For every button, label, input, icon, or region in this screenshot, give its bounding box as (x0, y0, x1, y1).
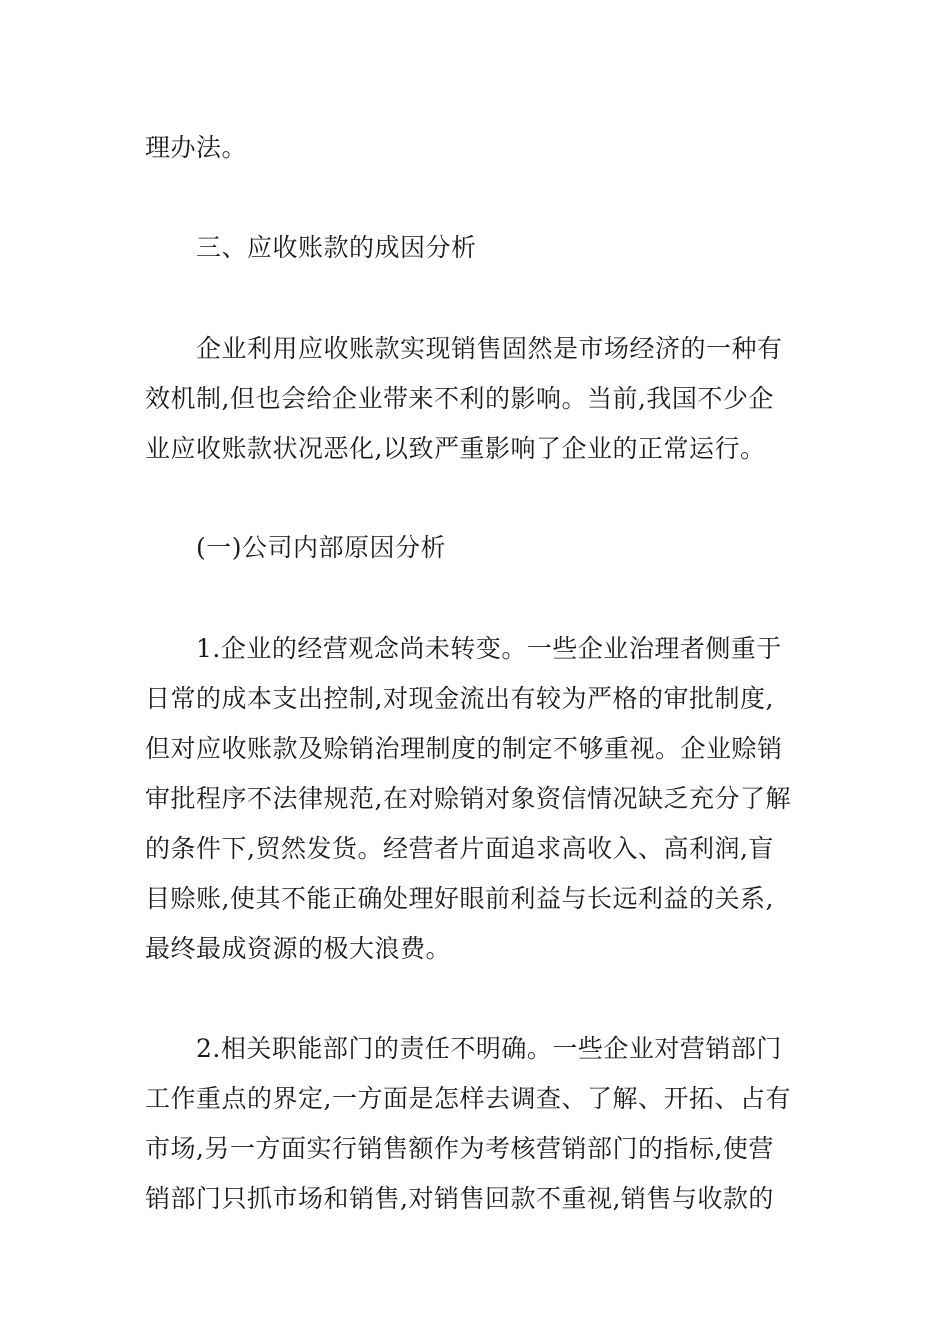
paragraph-line: 业应收账款状况恶化,以致严重影响了企业的正常运行。 (145, 434, 766, 463)
paragraph-line: 1.企业的经营观念尚未转变。一些企业治理者侧重于 (196, 634, 782, 663)
paragraph-line: 日常的成本支出控制,对现金流出有较为严格的审批制度, (145, 684, 774, 713)
paragraph-line: 企业利用应收账款实现销售固然是市场经济的一种有 (196, 334, 783, 363)
paragraph-line: 但对应收账款及赊销治理制度的制定不够重视。企业赊销 (145, 734, 783, 763)
paragraph-line: 目赊账,使其不能正确处理好眼前利益与长远利益的关系, (145, 884, 774, 913)
paragraph-line: 的条件下,贸然发货。经营者片面追求高收入、高利润,盲 (145, 834, 774, 863)
paragraph-line: 最终最成资源的极大浪费。 (145, 934, 452, 963)
paragraph-line: 理办法。 (145, 133, 248, 162)
paragraph-line: 审批程序不法律规范,在对赊销对象资信情况缺乏充分了解 (145, 784, 791, 813)
paragraph-line: 销部门只抓市场和销售,对销售回款不重视,销售与收款的 (145, 1184, 774, 1213)
subsection-heading: (一)公司内部原因分析 (196, 533, 447, 562)
paragraph-line: 效机制,但也会给企业带来不利的影响。当前,我国不少企 (145, 384, 774, 413)
paragraph-line: 工作重点的界定,一方面是怎样去调查、了解、开拓、占有 (145, 1084, 791, 1113)
section-heading: 三、应收账款的成因分析 (196, 233, 477, 262)
paragraph-line: 2.相关职能部门的责任不明确。一些企业对营销部门 (196, 1034, 782, 1063)
paragraph-line: 市场,另一方面实行销售额作为考核营销部门的指标,使营 (145, 1134, 774, 1163)
